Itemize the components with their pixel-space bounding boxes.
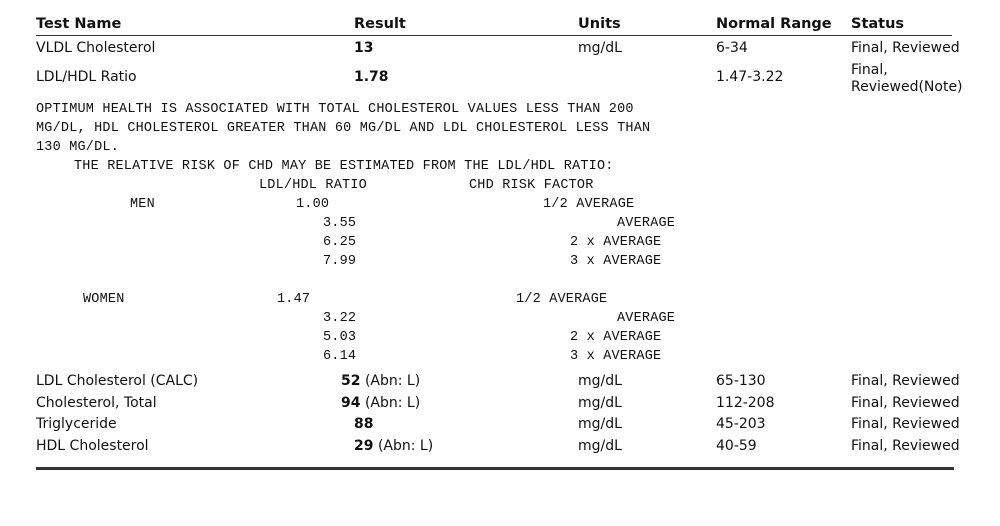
header-units: Units: [578, 16, 621, 32]
header-test-name: Test Name: [36, 16, 122, 32]
risk-ratio: 3.22: [323, 311, 357, 326]
status: Final, Reviewed: [851, 373, 960, 389]
status: Final, Reviewed: [851, 438, 960, 454]
bottom-divider: [36, 467, 954, 470]
normal-range: 1.47-3.22: [716, 69, 784, 85]
note-col-ratio: LDL/HDL RATIO: [259, 178, 367, 193]
units: mg/dL: [578, 438, 622, 454]
risk-factor: 1/2 AVERAGE: [543, 197, 635, 212]
risk-factor: AVERAGE: [617, 311, 676, 326]
status: Final, Reviewed: [851, 40, 960, 56]
normal-range: 6-34: [716, 40, 748, 56]
units: mg/dL: [578, 416, 622, 432]
risk-factor: AVERAGE: [617, 216, 676, 231]
abnormal-flag: (Abn: L): [364, 395, 421, 411]
risk-ratio: 6.25: [323, 235, 357, 250]
note-line: THE RELATIVE RISK OF CHD MAY BE ESTIMATED FROM THE LDL/HDL RATIO:: [74, 159, 614, 174]
risk-ratio: 3.55: [323, 216, 357, 231]
result-value: 1.78: [354, 69, 389, 85]
result-cell: [341, 373, 420, 389]
test-name: LDL/HDL Ratio: [36, 69, 137, 85]
note-col-risk: CHD RISK FACTOR: [469, 178, 594, 193]
normal-range: 112-208: [716, 395, 775, 411]
risk-factor: 3 x AVERAGE: [570, 349, 662, 364]
test-name: HDL Cholesterol: [36, 438, 149, 454]
result-cell: [354, 416, 373, 432]
result-value: 88: [354, 416, 374, 432]
result-value: 94: [341, 395, 361, 411]
test-name: LDL Cholesterol (CALC): [36, 373, 199, 389]
result-value: 52: [341, 373, 361, 389]
risk-ratio: 1.00: [296, 197, 330, 212]
test-name: Triglyceride: [36, 416, 117, 432]
risk-ratio: 1.47: [277, 292, 311, 307]
abnormal-flag: (Abn: L): [377, 438, 434, 454]
normal-range: 65-130: [716, 373, 766, 389]
note-line: MG/DL, HDL CHOLESTEROL GREATER THAN 60 MG/DL AND LDL CHOLESTEROL LESS THAN: [36, 121, 651, 136]
test-name: Cholesterol, Total: [36, 395, 157, 411]
header-result: Result: [354, 16, 406, 32]
result-value: 13: [354, 40, 374, 56]
status: Final,: [851, 62, 888, 78]
risk-factor: 2 x AVERAGE: [570, 235, 662, 250]
status: Final, Reviewed: [851, 395, 960, 411]
risk-factor: 2 x AVERAGE: [570, 330, 662, 345]
normal-range: 45-203: [716, 416, 766, 432]
result-cell: [341, 395, 420, 411]
result-cell: [354, 438, 433, 454]
normal-range: 40-59: [716, 438, 757, 454]
status: Reviewed(Note): [851, 79, 963, 95]
risk-factor: 1/2 AVERAGE: [516, 292, 608, 307]
risk-ratio: 6.14: [323, 349, 357, 364]
units: mg/dL: [578, 373, 622, 389]
header-status: Status: [851, 16, 905, 32]
units: mg/dL: [578, 40, 622, 56]
note-line: OPTIMUM HEALTH IS ASSOCIATED WITH TOTAL CHOLESTEROL VALUES LESS THAN 200: [36, 102, 634, 117]
note-men-label: MEN: [130, 197, 155, 212]
risk-ratio: 5.03: [323, 330, 357, 345]
units: mg/dL: [578, 395, 622, 411]
risk-ratio: 7.99: [323, 254, 357, 269]
result-value: 29: [354, 438, 374, 454]
test-name: VLDL Cholesterol: [36, 40, 156, 56]
abnormal-flag: (Abn: L): [364, 373, 421, 389]
status: Final, Reviewed: [851, 416, 960, 432]
header-underline: [36, 35, 952, 36]
note-line: 130 MG/DL.: [36, 140, 120, 155]
risk-factor: 3 x AVERAGE: [570, 254, 662, 269]
note-women-label: WOMEN: [83, 292, 125, 307]
header-normal-range: Normal Range: [716, 16, 832, 32]
